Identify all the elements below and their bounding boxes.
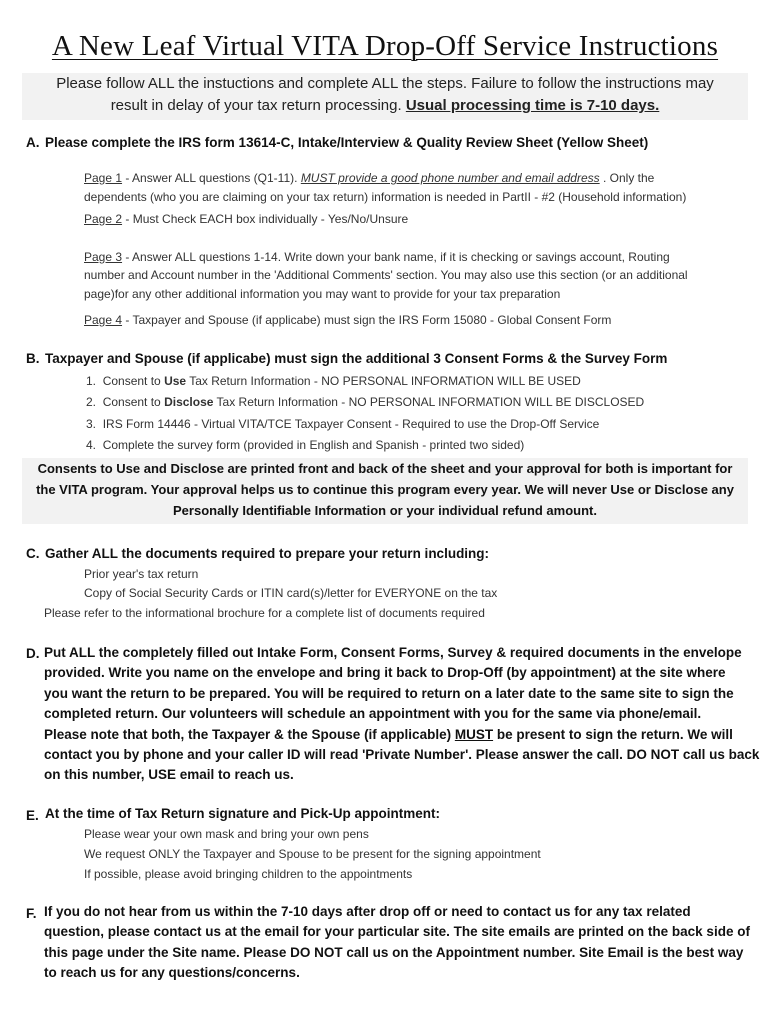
section-a-page4 — [84, 311, 611, 329]
consent-item-3 — [86, 415, 599, 433]
section-a-page3-line2: number and Account number in the 'Additional Comments' section. You may also use this section (or an additional — [84, 268, 688, 282]
section-f-body — [44, 902, 750, 984]
page1-label: Page 1 — [84, 171, 123, 185]
consent-item-number: 2. — [86, 395, 97, 409]
section-a-heading: Please complete the IRS form 13614-C, Intake/Interview & Quality Review Sheet (Yellow Sheet) — [45, 135, 649, 150]
section-f-line-1: If you do not hear from us within the 7-10 days after drop off or need to contact us for any tax related — [44, 904, 691, 919]
section-d-letter: D. — [26, 646, 40, 661]
consent-item-key: Use — [164, 374, 187, 388]
section-d-body — [44, 643, 759, 786]
consent-item-text-post: Tax Return Information - NO PERSONAL INFORMATION WILL BE USED — [186, 374, 581, 388]
section-d-line-5-pre: Please note that both, the Taxpayer & the Spouse (if applicable) — [44, 726, 455, 742]
page4-label: Page 4 — [84, 313, 123, 327]
consent-item-text: Consent to — [102, 374, 165, 388]
consent-item-number: 1. — [86, 374, 97, 388]
consent-item-1 — [86, 372, 581, 390]
page1-text: - Answer ALL questions (Q1-11). — [122, 171, 301, 185]
section-d-line-6: contact you by phone and your caller ID will read 'Private Number'. Please answer the call. DO NOT call us back — [44, 747, 760, 763]
page2-label: Page 2 — [84, 212, 123, 226]
consent-item-text-post: Tax Return Information - NO PERSONAL INFORMATION WILL BE DISCLOSED — [213, 395, 645, 409]
section-d-line-5 — [44, 725, 759, 745]
section-e-item-3: If possible, please avoid bringing children to the appointments — [84, 867, 413, 881]
section-d-line-7: on this number, USE email to reach us. — [44, 767, 294, 783]
intro-line-1: Please follow ALL the instuctions and complete ALL the steps. Failure to follow the instructions may — [56, 75, 714, 92]
consent-item-2 — [86, 393, 644, 411]
section-a-page1-line2: dependents (who you are claiming on your tax return) information is needed in PartII - #2 (Household information) — [84, 190, 687, 204]
consent-note-line-2: the VITA program. Your approval helps us to continue this program every year. We will never Use or Disclose any — [36, 482, 734, 497]
intro-line-2 — [22, 95, 748, 117]
page2-text: - Must Check EACH box individually - Yes/No/Unsure — [122, 212, 409, 226]
section-d-line-4: completed return. Our volunteers will schedule an appointment with you for the same via phone/email. — [44, 706, 702, 722]
section-c-note: Please refer to the informational brochure for a complete list of documents required — [44, 606, 485, 620]
section-f-line-4: to reach us for any questions/concerns. — [44, 965, 300, 981]
section-c-item-1: Prior year's tax return — [84, 567, 199, 581]
consent-item-number: 3. — [86, 417, 97, 431]
section-e-item-1: Please wear your own mask and bring your own pens — [84, 827, 369, 841]
intro-line-2-text: result in delay of your tax return processing. — [110, 97, 402, 114]
page3-text: - Answer ALL questions 1-14. Write down your bank name, if it is checking or savings account, Routing — [122, 250, 670, 264]
section-a-page3-line1 — [84, 248, 670, 266]
page1-text-post: . Only the — [599, 171, 655, 185]
section-e-letter: E. — [26, 808, 39, 823]
processing-time-note: Usual processing time is 7-10 days. — [405, 97, 660, 114]
page3-label: Page 3 — [84, 250, 123, 264]
page4-text: - Taxpayer and Spouse (if applicabe) must sign the IRS Form 15080 - Global Consent Form — [122, 313, 612, 327]
section-c-letter: C. — [26, 546, 40, 561]
page-title-text: A New Leaf Virtual VITA Drop-Off Service Instructions — [51, 30, 719, 62]
section-d-line-5-post: be present to sign the return. We will — [493, 726, 733, 742]
section-f-line-2: question, please contact us at the email for your particular site. The site emails are printed on the back side of — [44, 924, 750, 940]
section-a-page1-line1 — [84, 169, 654, 187]
section-c-item-2: Copy of Social Security Cards or ITIN card(s)/letter for EVERYONE on the tax — [84, 586, 498, 600]
section-b-heading: Taxpayer and Spouse (if applicabe) must sign the additional 3 Consent Forms & the Survey Form — [45, 351, 668, 366]
section-a-page3-line3: page)for any other additional information you may want to provide for your tax preparation — [84, 287, 561, 301]
section-a-page2 — [84, 210, 408, 228]
consent-item-number: 4. — [86, 438, 97, 452]
section-d-line-1: Put ALL the completely filled out Intake Form, Consent Forms, Survey & required documents in the envelope — [44, 645, 742, 660]
section-d-line-2: provided. Write you name on the envelope and bring it back to Drop-Off (by appointment) at the site where — [44, 665, 726, 681]
consent-item-key: Disclose — [164, 395, 214, 409]
section-a-letter: A. — [26, 135, 40, 150]
consent-item-text: Complete the survey form (provided in English and Spanish - printed two sided) — [102, 438, 525, 452]
consent-note-banner — [22, 458, 748, 524]
consent-item-text: Consent to — [102, 395, 165, 409]
section-b-letter: B. — [26, 351, 40, 366]
section-e-item-2: We request ONLY the Taxpayer and Spouse to be present for the signing appointment — [84, 847, 541, 861]
consent-item-text: IRS Form 14446 - Virtual VITA/TCE Taxpayer Consent - Required to use the Drop-Off Service — [102, 417, 600, 431]
must-emphasis: MUST — [454, 726, 494, 742]
intro-banner — [22, 73, 748, 120]
consent-note-line-3: Personally Identifiable Information or your individual refund amount. — [173, 503, 597, 518]
section-e-heading: At the time of Tax Return signature and Pick-Up appointment: — [45, 806, 441, 821]
consent-item-4 — [86, 436, 524, 454]
page1-emphasis: MUST provide a good phone number and email address — [300, 171, 600, 185]
consent-note-line-1: Consents to Use and Disclose are printed front and back of the sheet and your approval for both is important for — [37, 461, 733, 476]
section-d-line-3: you want the return to be prepared. You will be required to return on a later date to the same site to sign the — [44, 685, 734, 701]
section-f-line-3: this page under the Site name. Please DO NOT call us on the Appointment number. Site Email is the best way — [44, 944, 744, 960]
page-title — [0, 30, 770, 63]
section-c-heading: Gather ALL the documents required to prepare your return including: — [45, 546, 490, 561]
section-f-letter: F. — [26, 906, 37, 921]
